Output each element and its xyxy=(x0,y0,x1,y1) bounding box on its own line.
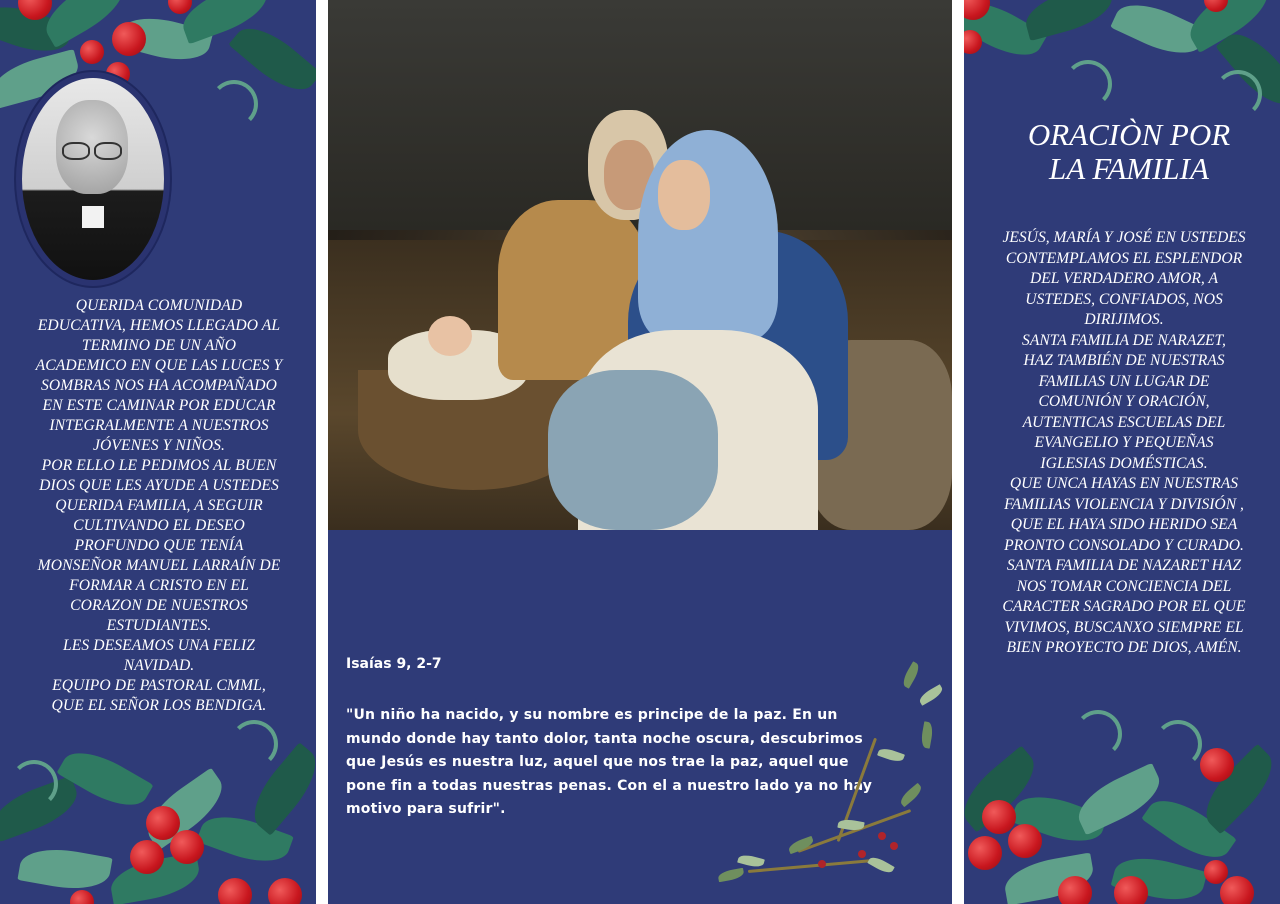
middle-panel xyxy=(328,0,952,904)
scripture-reference: Isaías 9, 2-7 xyxy=(346,656,442,672)
portrait-frame xyxy=(14,70,172,288)
message-text: QUERIDA COMUNIDAD EDUCATIVA, HEMOS LLEGADO AL TERMINO DE UN AÑO ACADEMICO EN QUE LAS LUCES Y SOMBRAS NOS HA ACOMPAÑADO EN ESTE CAMINAR POR EDUCAR INTEGRALMENTE A NUESTROS JÓVENES Y NIÑOS. POR ELLO LE PEDIMOS AL BUEN DIOS QUE LES AYUDE A USTEDES QUERIDA FAMILIA, A SEGUIR CULTIVANDO EL DESEO PROFUNDO QUE TENÍA MONSEÑOR MANUEL LARRAÍN DE FORMAR A CRISTO EN EL CORAZON DE NUESTROS ESTUDIANTES. LES DESEAMOS UNA FELIZ NAVIDAD. EQUIPO DE PASTORAL CMML, QUE EL SEÑOR LOS BENDIGA. xyxy=(35,297,283,714)
holly-decoration-top xyxy=(964,0,1280,120)
leafy-branch-decoration xyxy=(718,650,952,904)
scripture-quote: "Un niño ha nacido, y su nombre es principe de la paz. En un mundo donde hay tanto dolor, tanta noche oscura, descubrimos que Jesús es nuestra luz, aquel que nos trae la paz, aquel que pone fin a todas nuestras penas. Con el a nuestro lado ya no hay motivo para sufrir". xyxy=(346,707,873,817)
portrait-photo xyxy=(22,78,164,280)
holly-decoration-bottom xyxy=(0,730,316,904)
page-title: ORACIÒN POR LA FAMILIA xyxy=(1027,117,1231,186)
nativity-photo xyxy=(328,0,952,530)
right-panel xyxy=(964,0,1280,904)
holly-decoration-bottom xyxy=(964,700,1280,904)
left-panel xyxy=(0,0,316,904)
prayer-text: JESÚS, MARÍA Y JOSÉ EN USTEDES CONTEMPLAMOS EL ESPLENDOR DEL VERDADERO AMOR, A USTEDES, CONFIADOS, NOS DIRIJIMOS. SANTA FAMILIA DE NARAZET, HAZ TAMBIÉN DE NUESTRAS FAMILIAS UN LUGAR DE COMUNIÓN Y ORACIÓN, AUTENTICAS ESCUELAS DEL EVANGELIO Y PEQUEÑAS IGLESIAS DOMÉSTICAS. QUE UNCA HAYAS EN NUESTRAS FAMILIAS VIOLENCIA Y DIVISIÓN , QUE EL HAYA SIDO HERIDO SEA PRONTO CONSOLADO Y CURADO. SANTA FAMILIA DE NAZARET HAZ NOS TOMAR CONCIENCIA DEL CARACTER SAGRADO POR EL QUE VIVIMOS, BUSCANXO SIEMPRE EL BIEN PROYECTO DE DIOS, AMÉN. xyxy=(1002,229,1246,656)
